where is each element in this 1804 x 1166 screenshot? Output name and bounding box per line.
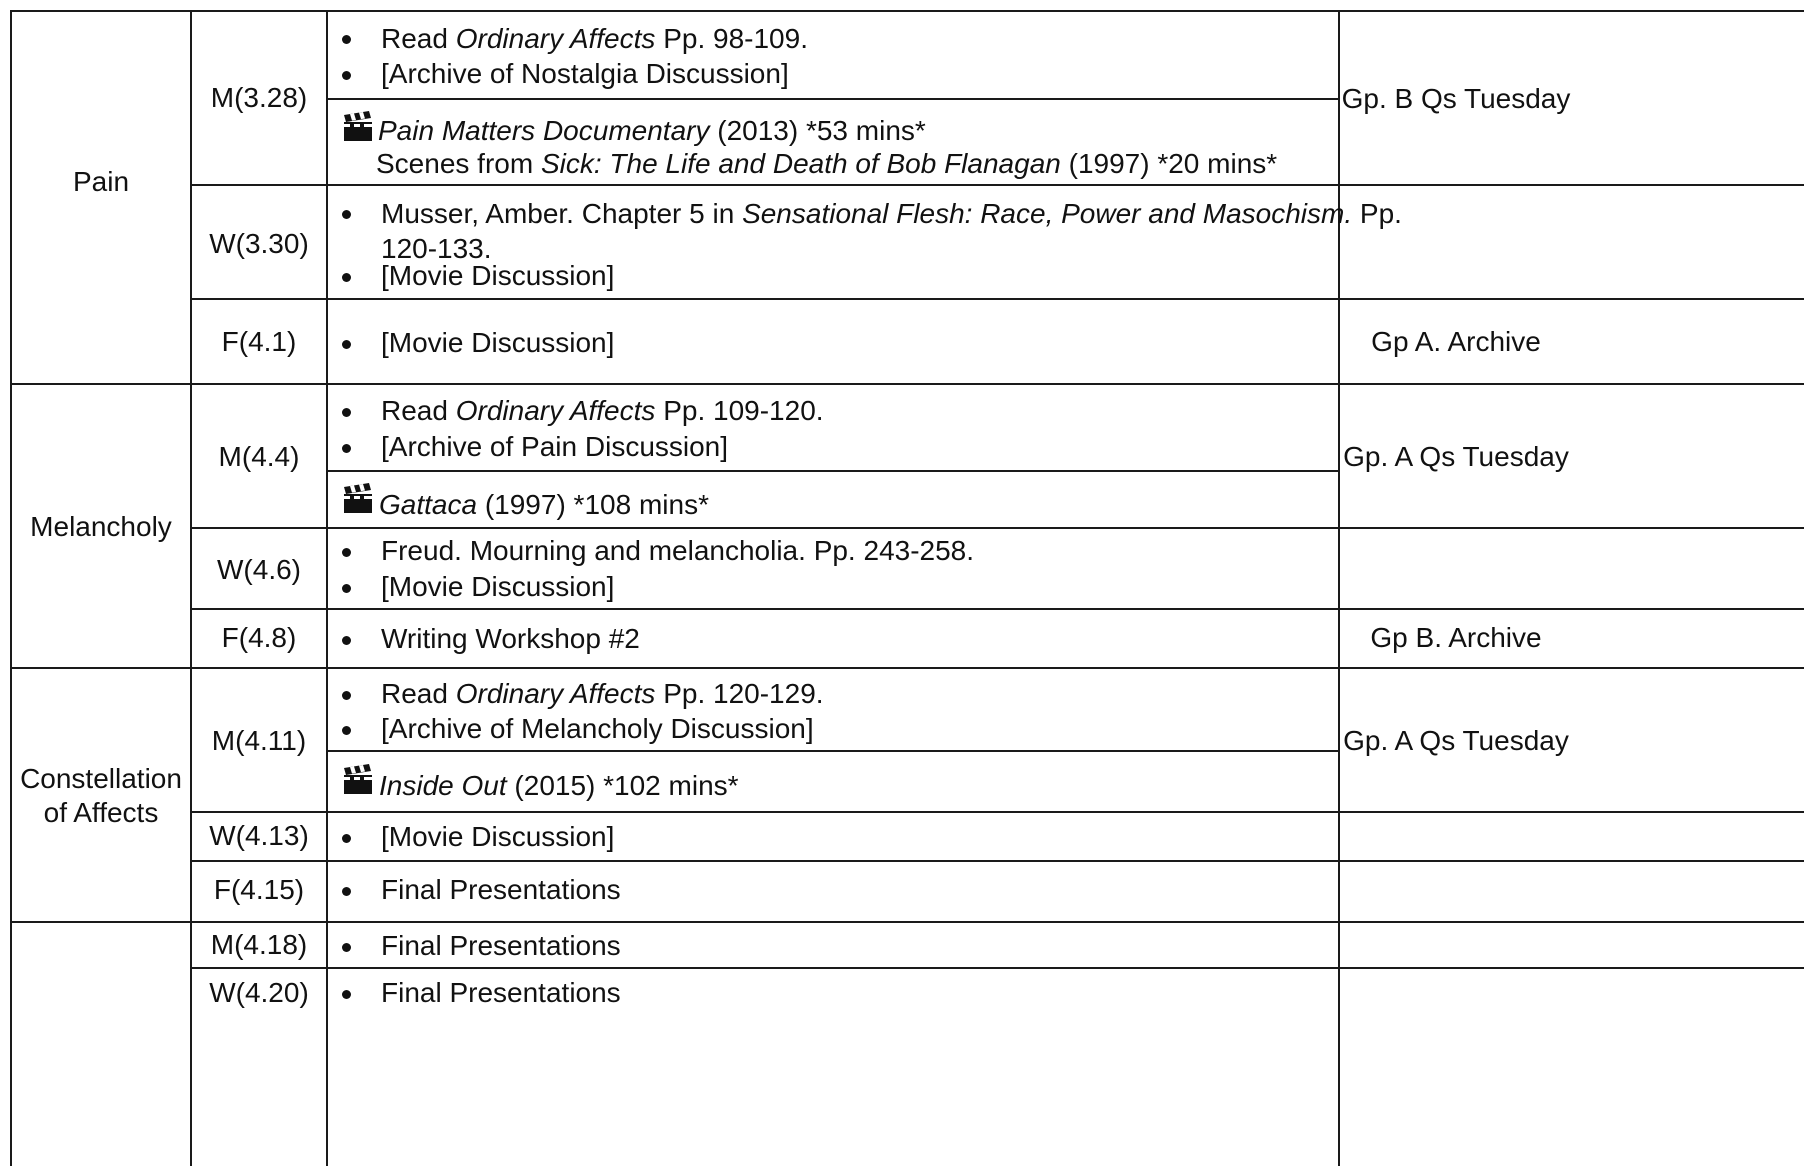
group-note: Gp B. Archive <box>1370 622 1542 653</box>
table-border <box>10 921 1804 923</box>
table-border <box>190 298 1804 300</box>
bullet-point <box>342 691 351 700</box>
discussion-item: [Movie Discussion] <box>381 260 615 291</box>
topic-label: Melancholy <box>30 511 172 542</box>
reading-item: Read Ordinary Affects Pp. 120-129. <box>381 678 824 709</box>
film-item: Inside Out (2015) *102 mins* <box>379 770 739 801</box>
reading-item: Read Ordinary Affects Pp. 109-120. <box>381 395 824 426</box>
film-item: Scenes from Sick: The Life and Death of Bob Flanagan (1997) *20 mins* <box>376 148 1278 179</box>
bullet-point <box>342 887 351 896</box>
day-label: W(4.20) <box>209 977 309 1008</box>
bullet-point <box>342 210 351 219</box>
day-label: M(4.11) <box>211 725 307 756</box>
reading-item: Freud. Mourning and melancholia. Pp. 243-258. <box>381 535 975 566</box>
topic-label: Pain <box>72 166 130 197</box>
topic-label: of Affects <box>43 797 159 828</box>
group-note: Gp. B Qs Tuesday <box>1341 83 1571 114</box>
reading-item-continued: 120-133. <box>381 233 492 264</box>
film-item: Pain Matters Documentary (2013) *53 mins* <box>378 115 926 146</box>
table-border <box>190 811 1804 813</box>
day-label: F(4.1) <box>221 326 297 357</box>
table-border <box>326 98 1338 100</box>
reading-item: Read Ordinary Affects Pp. 98-109. <box>381 23 808 54</box>
presentation-item: Final Presentations <box>381 874 621 905</box>
table-border <box>326 750 1338 752</box>
table-border <box>190 527 1804 529</box>
bullet-point <box>342 444 351 453</box>
discussion-item: [Archive of Melancholy Discussion] <box>381 713 814 744</box>
table-border <box>10 383 1804 385</box>
clapperboard-icon <box>342 111 374 143</box>
day-label: W(4.13) <box>209 820 309 851</box>
day-label: M(4.4) <box>218 441 300 472</box>
day-label: M(4.18) <box>210 929 308 960</box>
bullet-point <box>342 548 351 557</box>
bullet-point <box>342 726 351 735</box>
discussion-item: [Movie Discussion] <box>381 571 615 602</box>
discussion-item: [Archive of Pain Discussion] <box>381 431 729 462</box>
presentation-item: Final Presentations <box>381 977 621 1008</box>
discussion-item: [Movie Discussion] <box>381 327 615 358</box>
table-border <box>10 667 1804 669</box>
reading-item: Musser, Amber. Chapter 5 in Sensational Flesh: Race, Power and Masochism. Pp. <box>381 198 1402 229</box>
topic-label: Constellation <box>20 763 182 794</box>
bullet-point <box>342 584 351 593</box>
bullet-point <box>342 273 351 282</box>
table-border <box>190 608 1804 610</box>
day-label: W(3.30) <box>209 228 309 259</box>
bullet-point <box>342 990 351 999</box>
day-label: W(4.6) <box>217 554 301 585</box>
bullet-point <box>342 35 351 44</box>
bullet-point <box>342 834 351 843</box>
table-border <box>326 470 1338 472</box>
discussion-item: [Movie Discussion] <box>381 821 615 852</box>
day-label: M(3.28) <box>210 82 308 113</box>
day-label: F(4.8) <box>221 622 297 653</box>
bullet-point <box>342 636 351 645</box>
clapperboard-icon <box>342 483 374 515</box>
bullet-point <box>342 943 351 952</box>
bullet-point <box>342 71 351 80</box>
table-border <box>190 967 1804 969</box>
table-border <box>10 10 1804 12</box>
presentation-item: Final Presentations <box>381 930 621 961</box>
day-label: F(4.15) <box>213 874 305 905</box>
table-border <box>190 860 1804 862</box>
group-note: Gp. A Qs Tuesday <box>1343 725 1569 756</box>
film-item: Gattaca (1997) *108 mins* <box>379 489 709 520</box>
group-note: Gp. A Qs Tuesday <box>1343 441 1569 472</box>
bullet-point <box>342 408 351 417</box>
clapperboard-icon <box>342 764 374 796</box>
workshop-item: Writing Workshop #2 <box>381 623 640 654</box>
table-border <box>190 184 1804 186</box>
group-note: Gp A. Archive <box>1371 326 1541 357</box>
discussion-item: [Archive of Nostalgia Discussion] <box>381 58 789 89</box>
bullet-point <box>342 340 351 349</box>
